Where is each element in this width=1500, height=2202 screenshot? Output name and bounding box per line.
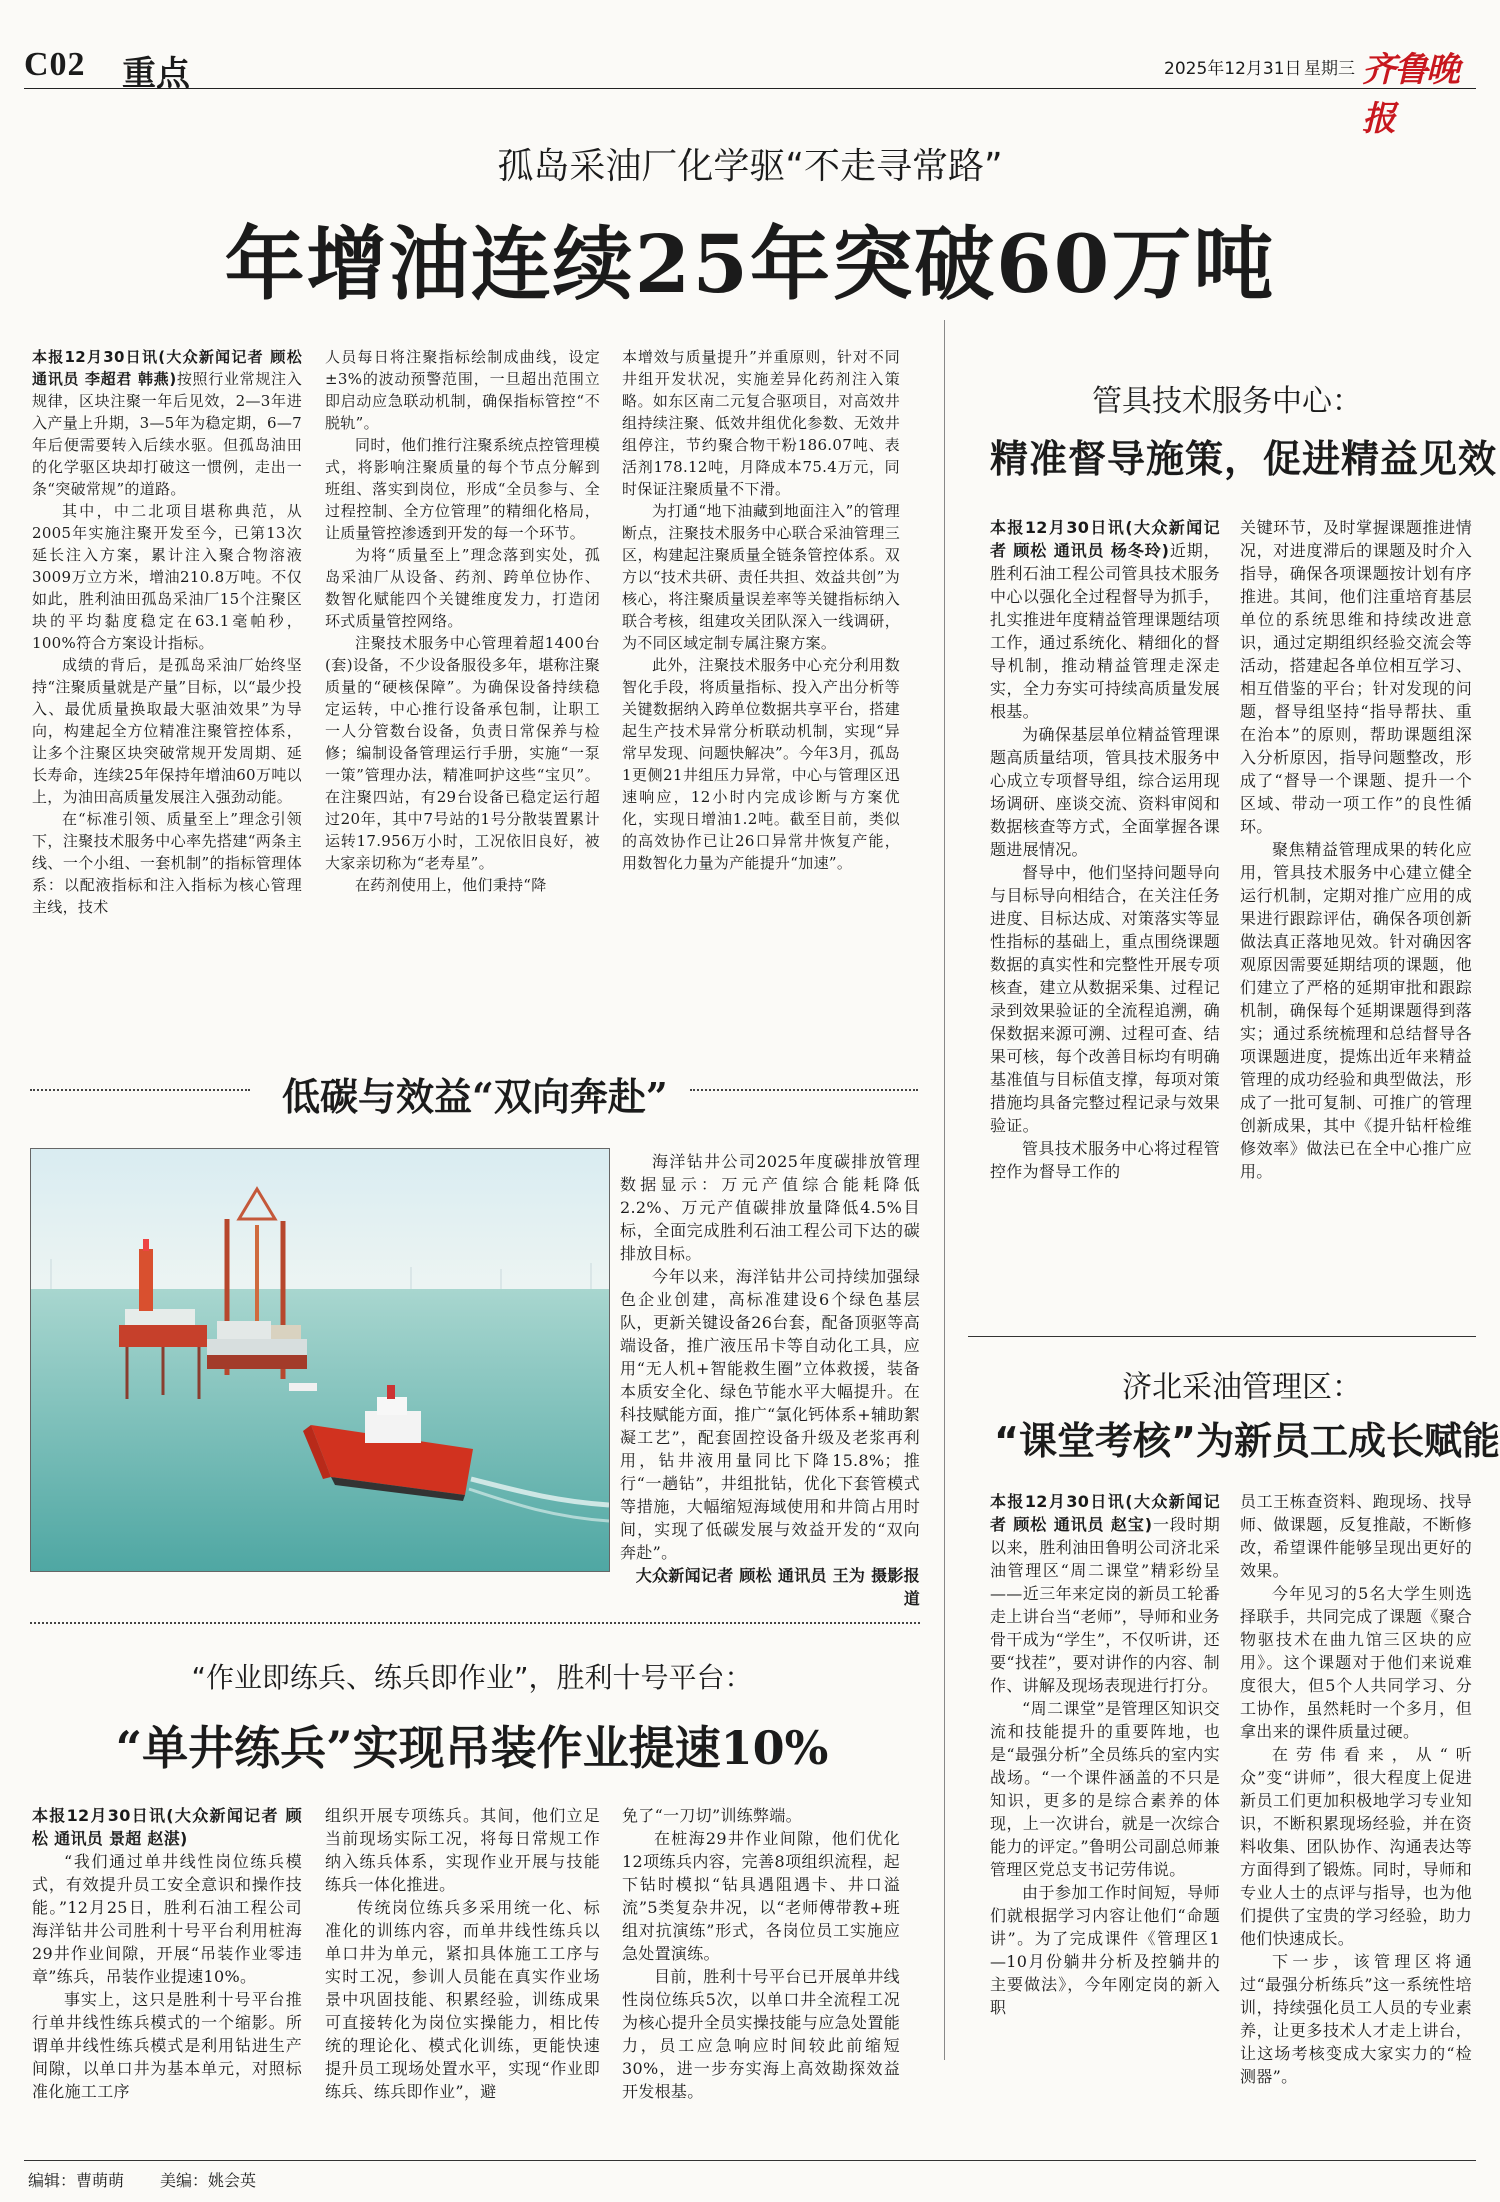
- photo-bottom-rule: [30, 1622, 920, 1624]
- article1-paragraph: 为将“质量至上”理念落到实处，孤岛采油厂从设备、药剂、跨单位协作、数智化赋能四个关键维度发力，打造闭环式质量管控网络。: [325, 546, 600, 630]
- article3-headline: “单井练兵”实现吊装作业提速10%: [115, 1721, 829, 1775]
- footer-editor: 编辑：曹萌萌: [28, 2171, 125, 2190]
- article1-paragraph: 注聚技术服务中心管理着超1400台(套)设备，不少设备服役多年，堪称注聚质量的“硬核保障”。为确保设备持续稳定运转，中心推行设备承包制，让职工一人分管数台设备，负责日常保养与检修；编制设备管理运行手册，实施“一泵一策”管理办法，精准呵护这些“宝贝”。在注聚四站，有29台设备已稳定运行超过20年，其中7号站的1号分散装置累计运转17.956万小时，工况依旧良好，被大家亲切称为“老寿星”。: [325, 634, 600, 872]
- article1-paragraph: 此外，注聚技术服务中心充分利用数智化手段，将质量指标、投入产出分析等关键数据纳入跨单位数据共享平台，搭建起生产技术异常分析联动机制，实现“异常早发现、问题快解决”。今年3月，孤岛1更侧21井组压力异常，中心与管理区迅速响应，12小时内完成诊断与方案优化，实现日增油1.2吨。截至目前，类似的高效协作已让26口异常井恢复产能，用数智化力量为产能提升“加速”。: [622, 656, 900, 872]
- photo-story-title: 低碳与效益“双向奔赴”: [282, 1074, 668, 1119]
- article1-paragraph: 按照行业常规注入规律，区块注聚一年后见效，2—3年进入产量上升期，3—5年为稳定期，6—7年后便需要转入后续水驱。但孤岛油田的化学驱区块却打破这一惯例，走出一条“突破常规”的道路。: [32, 370, 302, 498]
- article4-paragraph: 下一步，该管理区将通过“最强分析练兵”这一系统性培训，持续强化员工人员的专业素养，让更多技术人才走上讲台，让这场考核变成大家实力的“检测器”。: [1240, 1952, 1472, 2086]
- article4-paragraph: “周二课堂”是管理区知识交流和技能提升的重要阵地，也是“最强分析”全员练兵的室内实战场。“一个课件涵盖的不只是知识，更多的是综合素养的体现，上一次讲台，就是一次综合能力的评定。”鲁明公司副总师兼管理区党总支书记劳伟说。: [990, 1699, 1220, 1879]
- column-divider: [944, 320, 945, 2060]
- article2-paragraph: 为确保基层单位精益管理课题高质量结项，管具技术服务中心成立专项督导组，综合运用现场调研、座谈交流、资料审阅和数据核查等方式，全面掌握各课题进展情况。: [990, 725, 1220, 859]
- article2-bottom-rule: [968, 1336, 1476, 1337]
- photo-title-rule-right: [690, 1089, 918, 1091]
- article4-kicker: 济北采油管理区：: [1122, 1370, 1362, 1405]
- article3-column-3: [622, 1804, 900, 2103]
- article1-paragraph: 为打通“地下油藏到地面注入”的管理断点，注聚技术服务中心联合采油管理三区，构建起注聚质量全链条管控体系。双方以“技术共研、责任共担、效益共创”为核心，将注聚质量误差率等关键指标纳入联合考核，组建攻关团队深入一线调研，为不同区域定制专属注聚方案。: [622, 502, 900, 652]
- header-rule: [24, 88, 1476, 89]
- article4-paragraph: 在劳伟看来，从“听众”变“讲师”，很大程度上促进新员工们更加积极地学习专业知识，不断积累现场经验，并在资料收集、团队协作、沟通表达等方面得到了锻炼。同时，导师和专业人士的点评与指导，也为他们提供了宝贵的学习经验，助力他们快速成长。: [1240, 1745, 1472, 1948]
- article4-column-1: [990, 1490, 1220, 2019]
- article3-column-2: [325, 1804, 600, 2103]
- article1-column-3: [622, 346, 900, 874]
- paper-logo: 齐鲁晚报: [1362, 50, 1458, 139]
- article1-column-2: [325, 346, 600, 896]
- article3-paragraph: 传统岗位练兵多采用统一化、标准化的训练内容，而单井线性练兵以单口井为单元，紧扣具体施工工序与实时工况，参训人员能在真实作业场景中巩固技能、积累经验，训练成果可直接转化为岗位实操能力，相比传统的理论化、模式化训练，更能快速提升员工现场处置水平，实现“作业即练兵、练兵即作业”，避: [325, 1898, 600, 2101]
- article1-paragraph: 成绩的背后，是孤岛采油厂始终坚持“注聚质量就是产量”目标，以“最少投入、最优质量换取最大驱油效果”为导向，构建起全方位精准注聚管控体系，让多个注聚区块突破常规开发周期、延长寿命，连续25年保持年增油60万吨以上，为油田高质量发展注入强劲动能。: [32, 656, 302, 806]
- article4-headline: “课堂考核”为新员工成长赋能: [994, 1419, 1500, 1463]
- article2-paragraph: 近期，胜利石油工程公司管具技术服务中心以强化全过程督导为抓手，扎实推进年度精益管理课题结项工作，通过系统化、精细化的督导机制，推动精益管理走深走实，全力夯实可持续高质量发展根基。: [990, 541, 1220, 721]
- article1-paragraph: 其中，中二北项目堪称典范，从2005年实施注聚开发至今，已第13次延长注入方案，累计注入聚合物溶液3009万立方米，增油210.8万吨。不仅如此，胜利油田孤岛采油厂15个注聚区块的平均黏度稳定在63.1毫帕秒，100%符合方案设计指标。: [32, 502, 302, 652]
- article3-paragraph: 在桩海29井作业间隙，他们优化12项练兵内容，完善8项组织流程，起下钻时模拟“钻具遇阻遇卡、井口溢流”5类复杂井况，以“老师傅带教+班组对抗演练”形式，各岗位员工实施应急处置演练。: [622, 1829, 900, 1963]
- photo-title-rule-left: [30, 1089, 250, 1091]
- issue-weekday: 星期三: [1304, 59, 1355, 79]
- article3-paragraph: 事实上，这只是胜利十号平台推行单井线性练兵模式的一个缩影。所谓单井线性练兵模式是利用钻进生产间隙，以单口井为基本单元，对照标准化施工工序: [32, 1990, 302, 2101]
- article1-byline: 本报12月30日讯(大众新闻记者 顾松 通讯员 李超君 韩燕): [32, 348, 302, 388]
- article1-paragraph: 在药剂使用上，他们秉持“降: [355, 876, 547, 894]
- article3-paragraph: “我们通过单井线性岗位练兵模式，有效提升员工安全意识和操作技能。”12月25日，胜利石油工程公司海洋钻井公司胜利十号平台利用桩海29井作业间隙，开展“吊装作业零违章”练兵，吊装作业提速10%。: [32, 1852, 302, 1986]
- offshore-platform-illustration: [31, 1149, 609, 1571]
- article1-paragraph: 同时，他们推行注聚系统点控管理模式，将影响注聚质量的每个节点分解到班组、落实到岗位，形成“全员参与、全过程控制、全方位管理”的精细化格局，让质量管控渗透到开发的每一个环节。: [325, 436, 600, 542]
- article3-byline: 本报12月30日讯(大众新闻记者 顾松 通讯员 景超 赵湛): [32, 1806, 302, 1848]
- article2-headline: 精准督导施策，促进精益见效: [990, 437, 1498, 481]
- article3-column-1: [32, 1804, 302, 2103]
- issue-date: 2025年12月31日: [1164, 59, 1302, 79]
- article2-paragraph: 管具技术服务中心将过程管控作为督导工作的: [990, 1139, 1220, 1181]
- article4-byline: 本报12月30日讯(大众新闻记者 顾松 通讯员 赵宝): [990, 1492, 1220, 1534]
- photo-credit: 大众新闻记者 顾松 通讯员 王为 摄影报道: [635, 1566, 920, 1608]
- article3-paragraph: 组织开展专项练兵。其间，他们立足当前现场实际工况，将每日常规工作纳入练兵体系，实现作业开展与技能练兵一体化推进。: [325, 1806, 600, 1894]
- photo-story-text: [620, 1150, 920, 1610]
- article2-column-2: [1240, 516, 1472, 1183]
- article4-paragraph: 一段时期以来，胜利油田鲁明公司济北采油管理区“周二课堂”精彩纷呈——近三年来定岗的新员工轮番走上讲台当“老师”，导师和业务骨干成为“学生”，不仅听讲，还要“找茬”，要对讲作的内容、制作、讲解及现场表现进行打分。: [990, 1515, 1221, 1695]
- section-name: 重点: [122, 54, 190, 94]
- footer-designer: 美编：姚会英: [160, 2171, 257, 2190]
- page-code: C02: [24, 46, 86, 83]
- article2-paragraph: 聚焦精益管理成果的转化应用，管具技术服务中心建立健全运行机制，定期对推广应用的成果进行跟踪评估，确保各项创新做法真正落地见效。针对确因客观原因需要延期结项的课题，他们建立了严格的延期审批和跟踪机制，确保每个延期课题得到落实；通过系统梳理和总结督导各项课题进度，提炼出近年来精益管理的成功经验和典型做法，形成了一批可复制、可推广的管理创新成果，其中《提升钻杆检维修效率》做法已在全中心推广应用。: [1240, 840, 1472, 1181]
- article1-headline: 年增油连续25年突破60万吨: [224, 217, 1276, 311]
- article4-paragraph: 由于参加工作时间短，导师们就根据学习内容让他们“命题讲”。为了完成课件《管理区1—10月份躺井分析及控躺井的主要做法》，今年刚定岗的新入职: [990, 1883, 1220, 2017]
- article2-paragraph: 关键环节，及时掌握课题推进情况，对进度滞后的课题及时介入指导，确保各项课题按计划有序推进。其间，他们注重培育基层单位的系统思维和持续改进意识，通过定期组织经验交流会等活动，搭建起各单位相互学习、相互借鉴的平台；针对发现的问题，督导组坚持“指导帮扶、重在治本”的原则，帮助课题组深入分析原因，指导问题整改，形成了“督导一个课题、提升一个区域、带动一项工作”的良性循环。: [1240, 518, 1472, 836]
- article2-kicker: 管具技术服务中心：: [1092, 384, 1362, 419]
- article4-paragraph: 员工王栋查资料、跑现场、找导师、做课题，反复推敲，不断修改，希望课件能够呈现出更好的效果。: [1240, 1492, 1472, 1580]
- article1-paragraph: 本增效与质量提升”并重原则，针对不同井组开发状况，实施差异化药剂注入策略。如东区南二元复合驱项目，对高效井组持续注聚、低效井组优化参数、无效井组停注，节约聚合物干粉186.07吨、表活剂178.12吨，月降成本75.4万元，同时保证注聚质量不下滑。: [622, 348, 900, 498]
- footer-rule: [24, 2160, 1476, 2161]
- article3-paragraph: 免了“一刀切”训练弊端。: [622, 1806, 802, 1825]
- article3-kicker: “作业即练兵、练兵即作业”，胜利十号平台：: [191, 1661, 753, 1694]
- article2-paragraph: 督导中，他们坚持问题导向与目标导向相结合，在关注任务进度、目标达成、对策落实等显性指标的基础上，重点围绕课题数据的真实性和完整性开展专项核查，建立从数据采集、过程记录到效果验证的全流程追溯，确保数据来源可溯、过程可查、结果可核，每个改善目标均有明确基准值与目标值支撑，每项对策措施均具备完整过程记录与效果验证。: [990, 863, 1220, 1135]
- article1-paragraph: 在“标准引领、质量至上”理念引领下，注聚技术服务中心率先搭建“两条主线、一个小组、一套机制”的指标管理体系：以配液指标和注入指标为核心管理主线，技术: [32, 810, 302, 916]
- article4-paragraph: 今年见习的5名大学生则选择联手，共同完成了课题《聚合物驱技术在曲九馆三区块的应用》。这个课题对于他们来说难度很大，但5个人共同学习、分工协作，虽然耗时一个多月，但拿出来的课件质量过硬。: [1240, 1584, 1472, 1741]
- article1-column-1: [32, 346, 302, 918]
- oil-platform-photo: [30, 1148, 610, 1572]
- article3-paragraph: 目前，胜利十号平台已开展单井线性岗位练兵5次，以单口井全流程工况为核心提升全员实操技能与应急处置能力，员工应急响应时间较此前缩短30%，进一步夯实海上高效勘探效益开发根基。: [622, 1967, 900, 2101]
- photo-story-paragraph: 海洋钻井公司2025年度碳排放管理数据显示：万元产值综合能耗降低2.2%、万元产值碳排放量降低4.5%目标，全面完成胜利石油工程公司下达的碳排放目标。: [620, 1152, 920, 1263]
- article1-paragraph: 人员每日将注聚指标绘制成曲线，设定±3%的波动预警范围，一旦超出范围立即启动应急联动机制，确保指标管控“不脱轨”。: [325, 348, 600, 432]
- article2-column-1: [990, 516, 1220, 1183]
- page-header: [24, 38, 1476, 139]
- photo-story-paragraph: 今年以来，海洋钻井公司持续加强绿色企业创建，高标准建设6个绿色基层队，更新关键设备26台套，配备顶驱等高端设备，推广液压吊卡等自动化工具，应用“无人机+智能救生圈”立体救援，装备本质安全化、绿色节能水平大幅提升。在科技赋能方面，推广“氯化钙体系+辅助絮凝工艺”，配套固控设备升级及老浆再利用，钻井液用量同比下降15.8%；推行“一趟钻”，井组批钻，优化下套管模式等措施，大幅缩短海域使用和井筒占用时间，实现了低碳发展与效益开发的“双向奔赴”。: [620, 1267, 920, 1562]
- article1-kicker: 孤岛采油厂化学驱“不走寻常路”: [497, 146, 1003, 187]
- article2-byline: 本报12月30日讯(大众新闻记者 顾松 通讯员 杨冬玲): [990, 518, 1220, 560]
- article4-column-2: [1240, 1490, 1472, 2088]
